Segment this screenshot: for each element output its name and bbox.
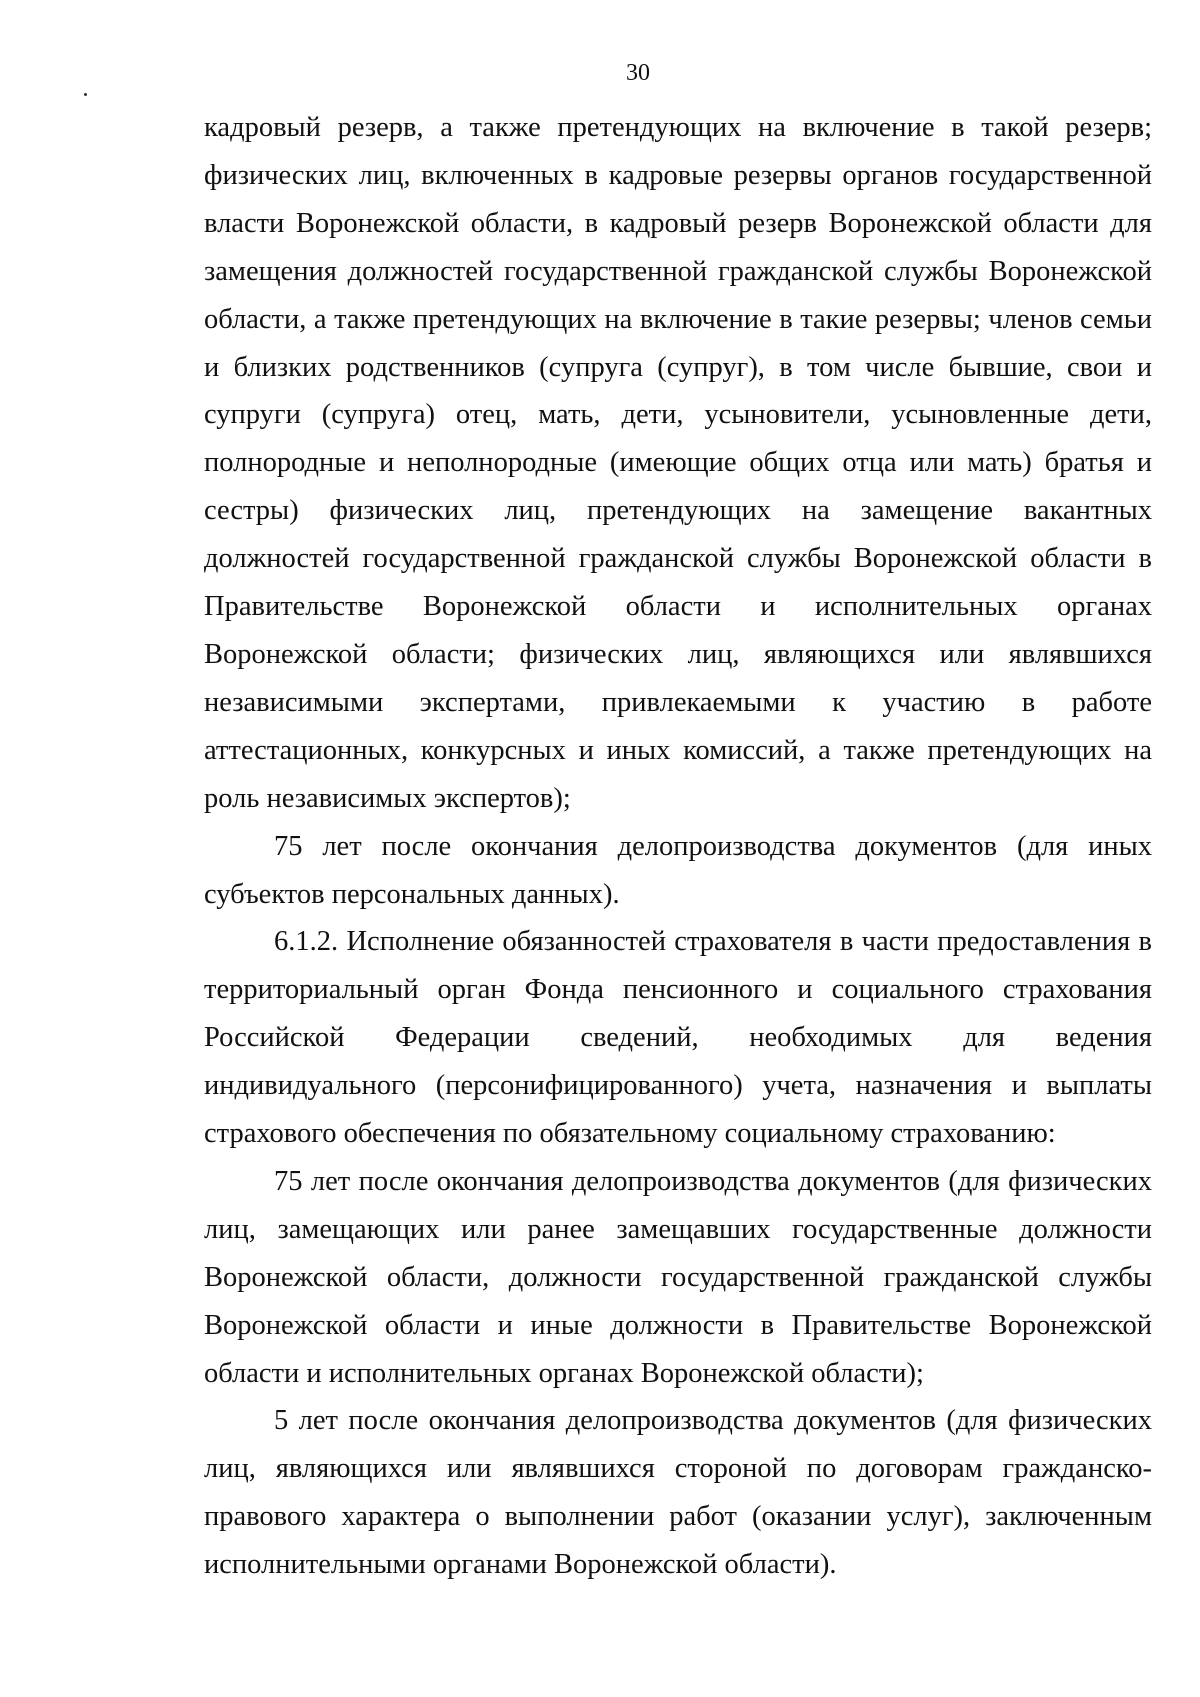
document-body [204, 104, 1152, 1589]
paragraph-1: кадровый резерв, а также претендующих на включение в такой резерв; физических лиц, включенных в кадровые резервы органов государственной власти Воронежской области, в кадровый резерв Воронежской области для замещения должностей государственной гражданской службы Воронежской области, а также претендующих на включение в такие резервы; членов семьи и близких родственников (супруга (супруг), в том числе бывшие, свои и супруги (супруга) отец, мать, дети, усыновители, усыновленные дети, полнородные и неполнородные (имеющие общих отца или мать) братья и сестры) физических лиц, претендующих на замещение вакантных должностей государственной гражданской службы Воронежской области в Правительстве Воронежской области и исполнительных органах Воронежской области; физических лиц, являющихся или являвшихся независимыми экспертами, привлекаемыми к участию в работе аттестационных, конкурсных и иных комиссий, а также претендующих на роль независимых экспертов); [204, 112, 1152, 814]
page-number: 30 [626, 60, 650, 86]
paragraph-4: 75 лет после окончания делопроизводства документов (для физических лиц, замещающих или ранее замещавших государственные должности Воронежской области, должности государственной гражданской службы Воронежской области и иные должности в Правительстве Воронежской области и исполнительных органах Воронежской области); [204, 1165, 1152, 1389]
paragraph-3: 6.1.2. Исполнение обязанностей страхователя в части предоставления в территориальный орган Фонда пенсионного и социального страхования Российской Федерации сведений, необходимых для ведения индивидуального (персонифицированного) учета, назначения и выплаты страхового обеспечения по обязательному социальному страхованию: [204, 926, 1152, 1150]
scan-speck [84, 93, 87, 96]
paragraph-5: 5 лет после окончания делопроизводства документов (для физических лиц, являющихся или являвшихся стороной по договорам гражданско-правового характера о выполнении работ (оказании услуг), заключенным исполнительными органами Воронежской области). [204, 1405, 1152, 1581]
paragraph-2: 75 лет после окончания делопроизводства документов (для иных субъектов персональных данных). [204, 830, 1152, 910]
